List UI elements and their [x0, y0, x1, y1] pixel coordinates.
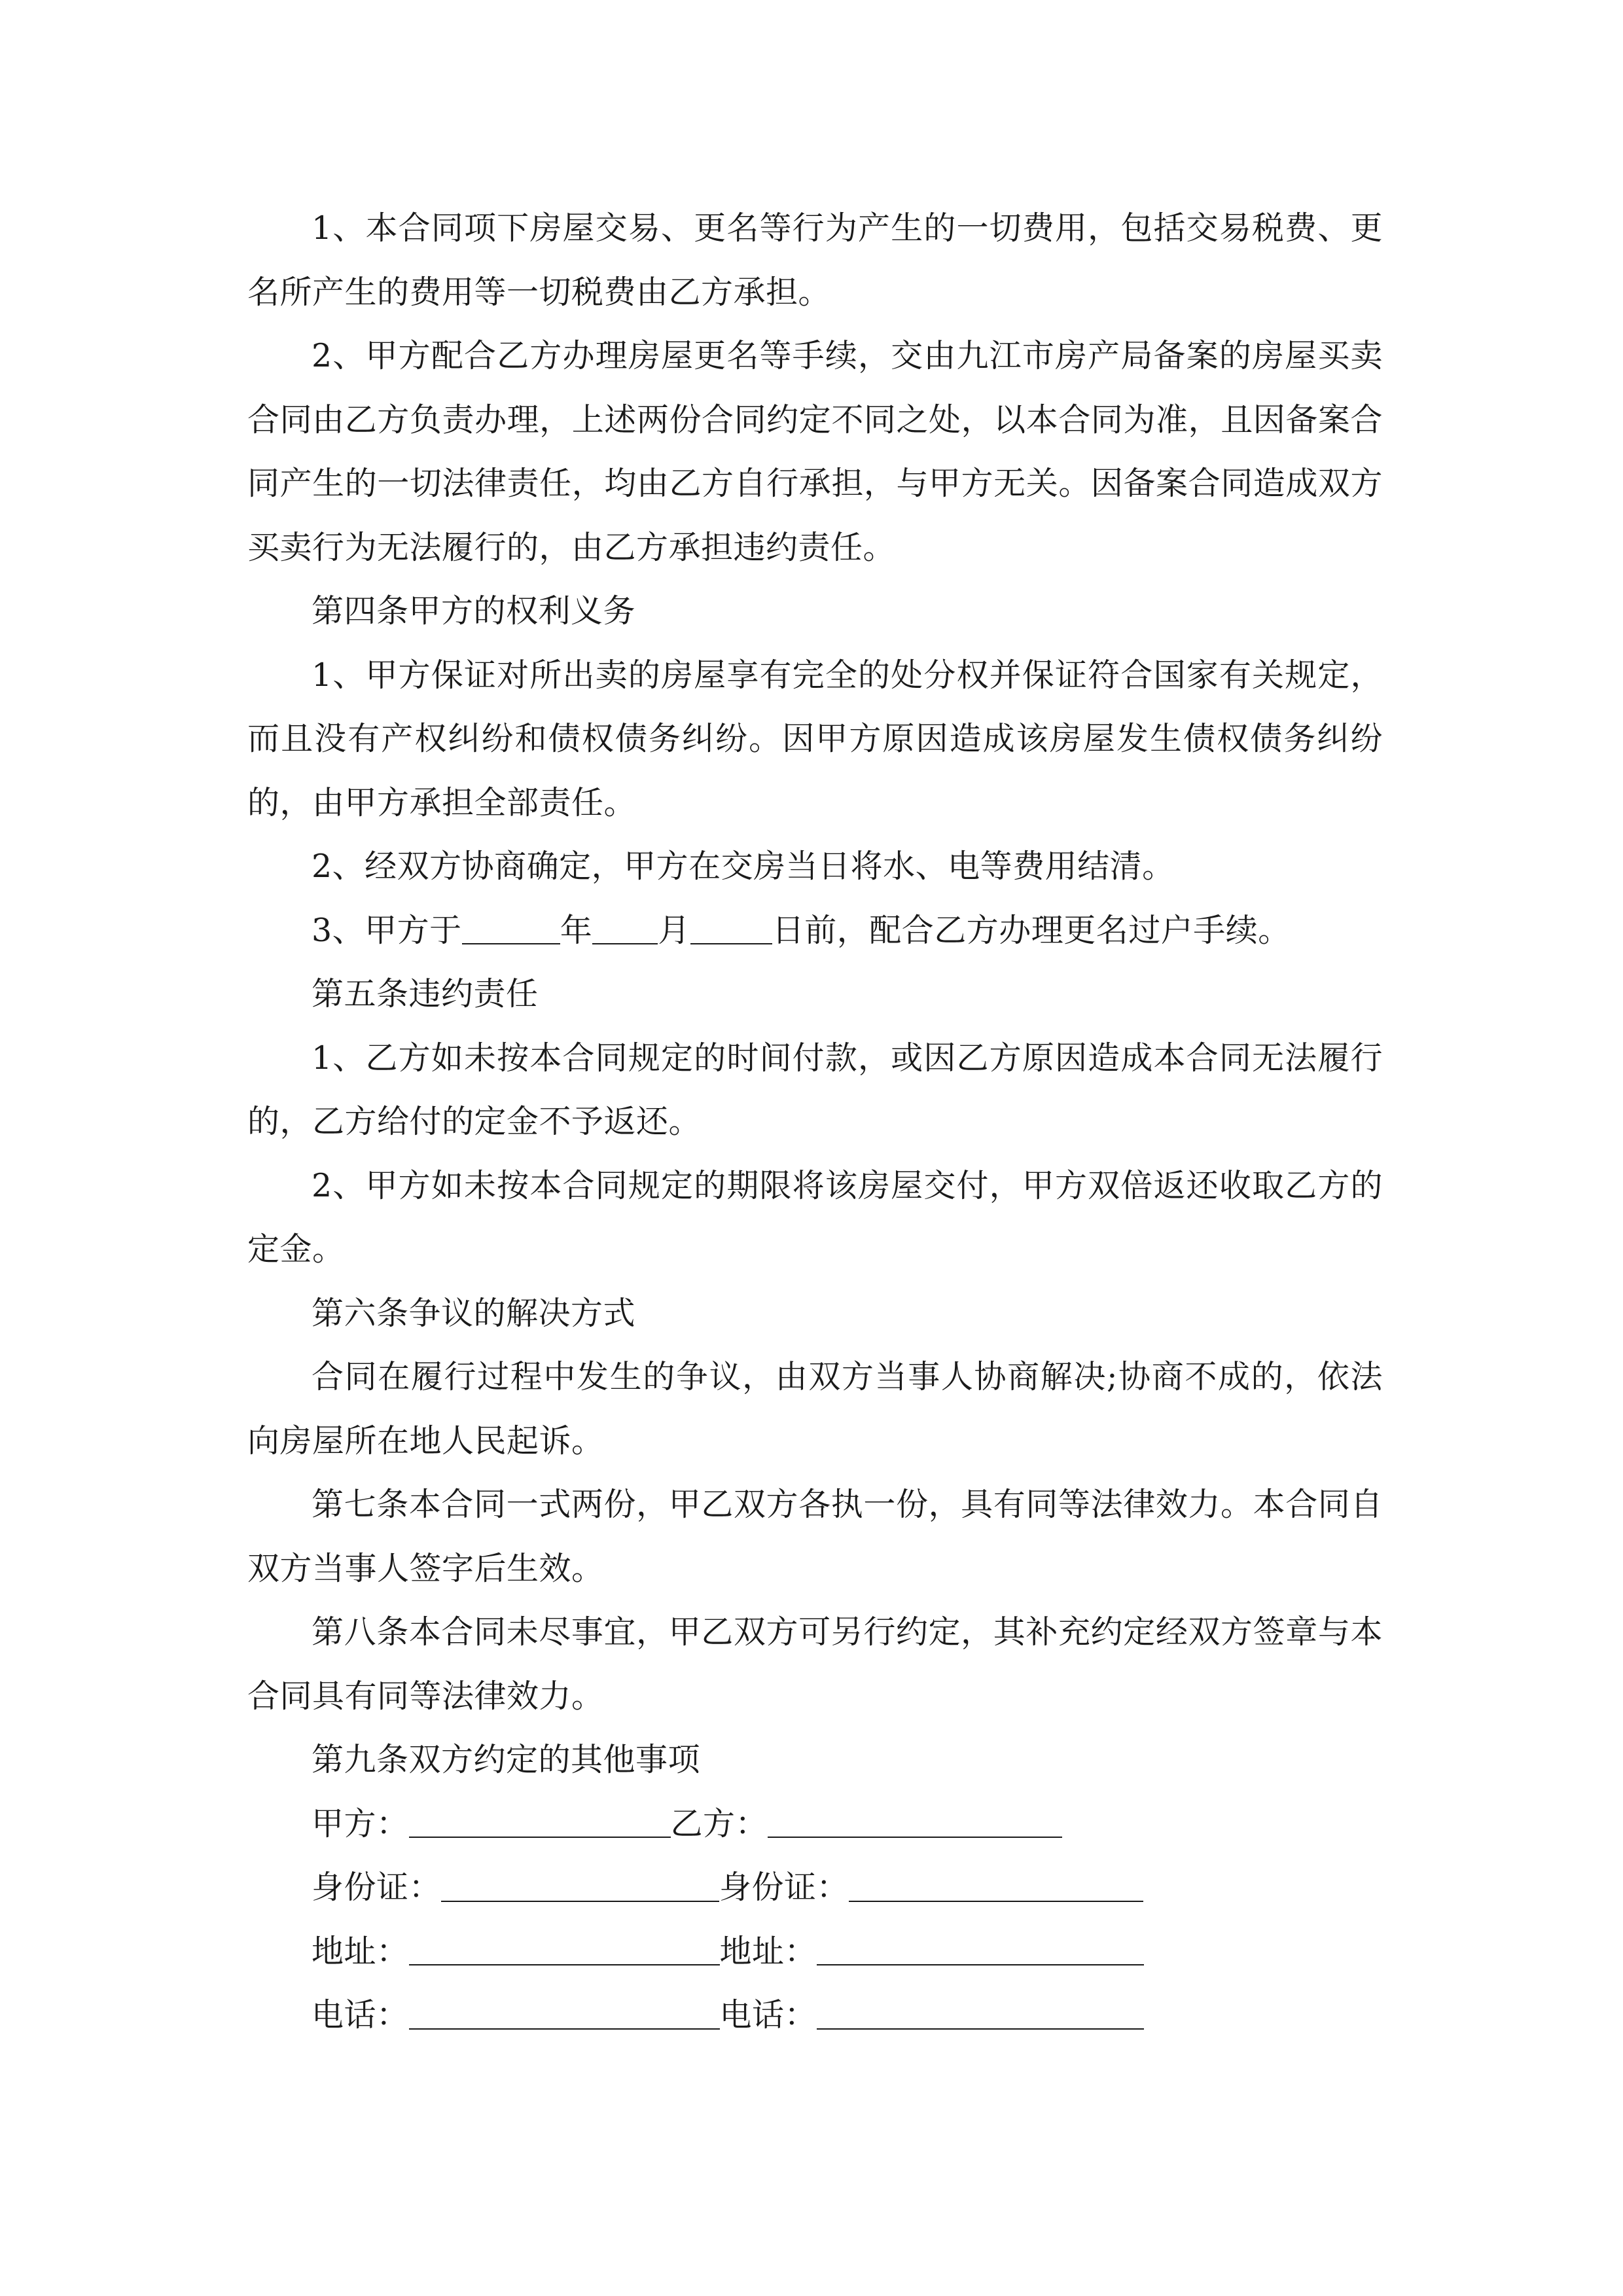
- year-label: 年: [560, 911, 593, 949]
- party-a-label: 甲方：: [312, 1804, 409, 1842]
- party-a-phone-label: 电话：: [312, 1996, 409, 2034]
- month-blank[interactable]: [592, 911, 658, 944]
- party-b-address-field[interactable]: [817, 1932, 1144, 1965]
- article-5-heading: 第五条违约责任: [312, 975, 539, 1013]
- year-blank[interactable]: [462, 911, 560, 944]
- party-b-phone-field[interactable]: [817, 1996, 1144, 2030]
- article-9-heading: 第九条双方约定的其他事项: [312, 1741, 701, 1778]
- article-7: 第七条本合同一式两份，甲乙双方各执一份，具有同等法律效力。本合同自双方当事人签字后生效。: [247, 1486, 1383, 1587]
- party-b-id-field[interactable]: [849, 1869, 1143, 1902]
- contract-body: [247, 196, 1383, 2047]
- signature-row-party: [247, 1792, 1383, 1856]
- party-b-field[interactable]: [768, 1804, 1062, 1838]
- article-8: 第八条本合同未尽事宜，甲乙双方可另行约定，其补充约定经双方签章与本合同具有同等法律效力。: [247, 1613, 1383, 1715]
- clause-seller-default: 2、甲方如未按本合同规定的期限将该房屋交付，甲方双倍返还收取乙方的定金。: [247, 1166, 1383, 1268]
- party-a-id-field[interactable]: [441, 1869, 719, 1902]
- party-a-address-field[interactable]: [409, 1932, 720, 1965]
- signature-row-address: [247, 1920, 1383, 1984]
- clause-utilities: 2、经双方协商确定，甲方在交房当日将水、电等费用结清。: [312, 848, 1175, 885]
- article-6-heading: 第六条争议的解决方式: [312, 1294, 636, 1332]
- party-b-label: 乙方：: [670, 1804, 768, 1842]
- party-a-phone-field[interactable]: [409, 1996, 720, 2030]
- party-a-address-label: 地址：: [312, 1932, 409, 1970]
- clause-dispute: 合同在履行过程中发生的争议，由双方当事人协商解决;协商不成的，依法向房屋所在地人民起诉。: [247, 1358, 1383, 1460]
- date-clause-prefix: 3、甲方于: [312, 911, 462, 949]
- article-4-heading: 第四条甲方的权利义务: [312, 592, 636, 630]
- signature-row-phone: [247, 1983, 1383, 2047]
- clause-seller-guarantee: 1、甲方保证对所出卖的房屋享有完全的处分权并保证符合国家有关规定，而且没有产权纠纷和债权债务纠纷。因甲方原因造成该房屋发生债权债务纠纷的，由甲方承担全部责任。: [247, 656, 1383, 821]
- signature-row-id: [247, 1856, 1383, 1920]
- month-label: 月: [658, 911, 690, 949]
- party-b-address-label: 地址：: [719, 1932, 817, 1970]
- day-blank[interactable]: [690, 911, 772, 944]
- party-a-field[interactable]: [409, 1804, 671, 1838]
- clause-name-change: 2、甲方配合乙方办理房屋更名等手续，交由九江市房产局备案的房屋买卖合同由乙方负责办理，上述两份合同约定不同之处，以本合同为准，且因备案合同产生的一切法律责任，均由乙方自行承担，与甲方无关。因备案合同造成双方买卖行为无法履行的，由乙方承担违约责任。: [247, 337, 1383, 566]
- clause-buyer-default: 1、乙方如未按本合同规定的时间付款，或因乙方原因造成本合同无法履行的，乙方给付的定金不予返还。: [247, 1039, 1383, 1140]
- party-a-id-label: 身份证：: [312, 1869, 442, 1906]
- date-clause-suffix: 日前，配合乙方办理更名过户手续。: [772, 911, 1291, 949]
- party-b-phone-label: 电话：: [719, 1996, 817, 2034]
- clause-fees: 1、本合同项下房屋交易、更名等行为产生的一切费用，包括交易税费、更名所产生的费用等一切税费由乙方承担。: [247, 209, 1383, 311]
- clause-transfer-date: [247, 899, 1383, 963]
- party-b-id-label: 身份证：: [719, 1869, 849, 1906]
